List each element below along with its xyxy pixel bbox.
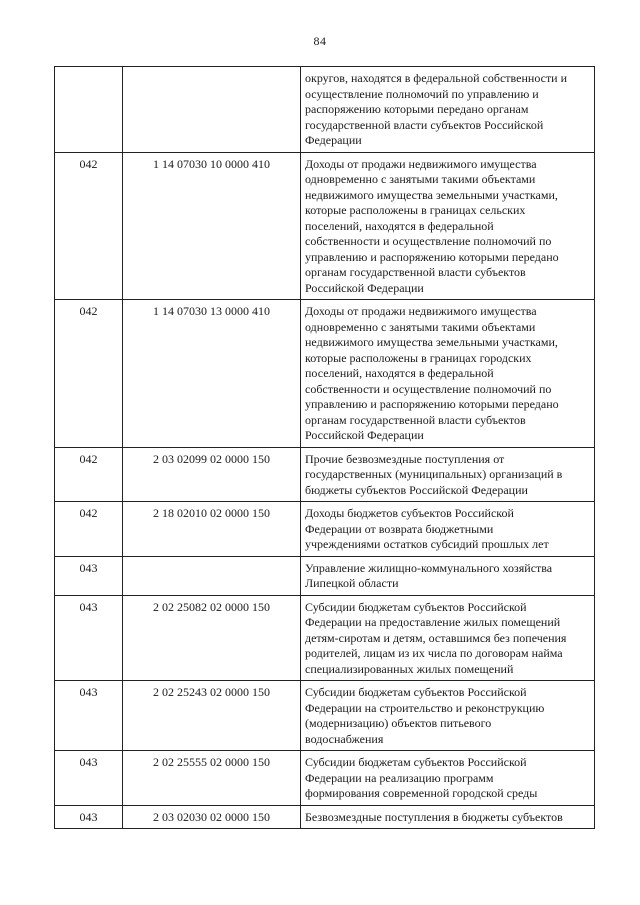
description-line: собственности и осуществление полномочий по bbox=[305, 234, 552, 248]
table-row bbox=[55, 681, 595, 751]
description-line: которые расположены в границах городских bbox=[305, 350, 532, 365]
description-cell bbox=[301, 595, 595, 681]
admin-code-cell: 043 bbox=[55, 805, 123, 829]
description-line: специализированных жилых помещений bbox=[305, 661, 514, 676]
page-number: 84 bbox=[313, 34, 327, 48]
budget-code-cell bbox=[123, 67, 301, 153]
description-line: Субсидии бюджетам субъектов Российской bbox=[305, 599, 527, 614]
description-line: Федерации на строительство и реконструкцию bbox=[305, 700, 545, 715]
description-line: Федерации на предоставление жилых помещений bbox=[305, 615, 561, 629]
admin-code-cell: 043 bbox=[55, 556, 123, 595]
table-row bbox=[55, 152, 595, 300]
description-line: водоснабжения bbox=[305, 731, 384, 746]
description-cell bbox=[301, 502, 595, 557]
description-line: формирования современной городской среды bbox=[305, 786, 538, 800]
table-row bbox=[55, 300, 595, 448]
budget-classification-table bbox=[54, 66, 595, 829]
description-line: органам государственной власти субъектов bbox=[305, 265, 526, 279]
description-line: Федерации от возврата бюджетными bbox=[305, 521, 494, 536]
table-row bbox=[55, 805, 595, 829]
description-line: детям-сиротам и детям, оставшимся без попечения bbox=[305, 630, 567, 645]
table-row bbox=[55, 67, 595, 153]
admin-code-cell: 043 bbox=[55, 681, 123, 751]
admin-code-cell: 042 bbox=[55, 152, 123, 300]
description-line: Доходы бюджетов субъектов Российской bbox=[305, 506, 514, 520]
budget-code-cell bbox=[123, 556, 301, 595]
description-line: Субсидии бюджетам субъектов Российской bbox=[305, 755, 527, 769]
description-cell bbox=[301, 681, 595, 751]
budget-code-cell: 2 03 02099 02 0000 150 bbox=[123, 447, 301, 502]
budget-code-cell: 2 02 25082 02 0000 150 bbox=[123, 595, 301, 681]
description-cell bbox=[301, 67, 595, 153]
description-line: одновременно с занятыми такими объектами bbox=[305, 172, 536, 186]
budget-code-cell: 1 14 07030 10 0000 410 bbox=[123, 152, 301, 300]
description-line: управлению и распоряжению которыми передано bbox=[305, 397, 559, 411]
description-line: органам государственной власти субъектов bbox=[305, 412, 526, 427]
description-line: (модернизацию) объектов питьевого bbox=[305, 716, 492, 730]
description-line: одновременно с занятыми такими объектами bbox=[305, 319, 536, 334]
description-line: государственных (муниципальных) организаций в bbox=[305, 467, 563, 481]
budget-code-cell: 2 18 02010 02 0000 150 bbox=[123, 502, 301, 557]
table-row bbox=[55, 502, 595, 557]
description-line: поселений, находятся в федеральной bbox=[305, 218, 494, 233]
description-cell bbox=[301, 300, 595, 448]
description-cell bbox=[301, 805, 595, 829]
description-cell bbox=[301, 751, 595, 806]
admin-code-cell: 042 bbox=[55, 502, 123, 557]
description-line: Доходы от продажи недвижимого имущества bbox=[305, 156, 537, 171]
description-line: Федерации на реализацию программ bbox=[305, 770, 494, 785]
budget-code-cell: 2 03 02030 02 0000 150 bbox=[123, 805, 301, 829]
description-line: округов, находятся в федеральной собственности и bbox=[305, 71, 568, 85]
description-line: Доходы от продажи недвижимого имущества bbox=[305, 304, 537, 318]
description-line: Липецкой области bbox=[305, 576, 399, 590]
table-row bbox=[55, 556, 595, 595]
description-line: которые расположены в границах сельских bbox=[305, 203, 526, 217]
description-line: Безвозмездные поступления в бюджеты субъектов bbox=[305, 809, 563, 824]
description-line: Российской Федерации bbox=[305, 428, 424, 442]
budget-code-cell: 1 14 07030 13 0000 410 bbox=[123, 300, 301, 448]
description-line: управлению и распоряжению которыми передано bbox=[305, 249, 559, 264]
table-row bbox=[55, 595, 595, 681]
description-line: Управление жилищно-коммунального хозяйства bbox=[305, 560, 553, 575]
description-line: Федерации bbox=[305, 133, 362, 147]
table-body bbox=[55, 67, 595, 829]
description-line: бюджеты субъектов Российской Федерации bbox=[305, 482, 528, 497]
description-line: недвижимого имущества земельными участками, bbox=[305, 335, 558, 349]
description-line: Российской Федерации bbox=[305, 280, 424, 295]
admin-code-cell: 042 bbox=[55, 447, 123, 502]
table-row bbox=[55, 447, 595, 502]
description-line: Прочие безвозмездные поступления от bbox=[305, 451, 505, 466]
description-line: родителей, лицам из их числа по договорам найма bbox=[305, 646, 563, 660]
description-line: поселений, находятся в федеральной bbox=[305, 366, 494, 380]
description-line: недвижимого имущества земельными участками, bbox=[305, 187, 558, 202]
budget-code-cell: 2 02 25555 02 0000 150 bbox=[123, 751, 301, 806]
table-row bbox=[55, 751, 595, 806]
admin-code-cell: 042 bbox=[55, 300, 123, 448]
description-line: государственной власти субъектов Российской bbox=[305, 117, 544, 132]
admin-code-cell: 043 bbox=[55, 595, 123, 681]
admin-code-cell bbox=[55, 67, 123, 153]
description-line: осуществление полномочий по управлению и bbox=[305, 86, 539, 101]
description-cell bbox=[301, 556, 595, 595]
description-cell bbox=[301, 447, 595, 502]
description-cell bbox=[301, 152, 595, 300]
admin-code-cell: 043 bbox=[55, 751, 123, 806]
description-line: Субсидии бюджетам субъектов Российской bbox=[305, 685, 527, 699]
description-line: собственности и осуществление полномочий по bbox=[305, 381, 552, 396]
description-line: учреждениями остатков субсидий прошлых лет bbox=[305, 537, 549, 551]
budget-code-cell: 2 02 25243 02 0000 150 bbox=[123, 681, 301, 751]
description-line: распоряжению которыми передано органам bbox=[305, 102, 529, 116]
